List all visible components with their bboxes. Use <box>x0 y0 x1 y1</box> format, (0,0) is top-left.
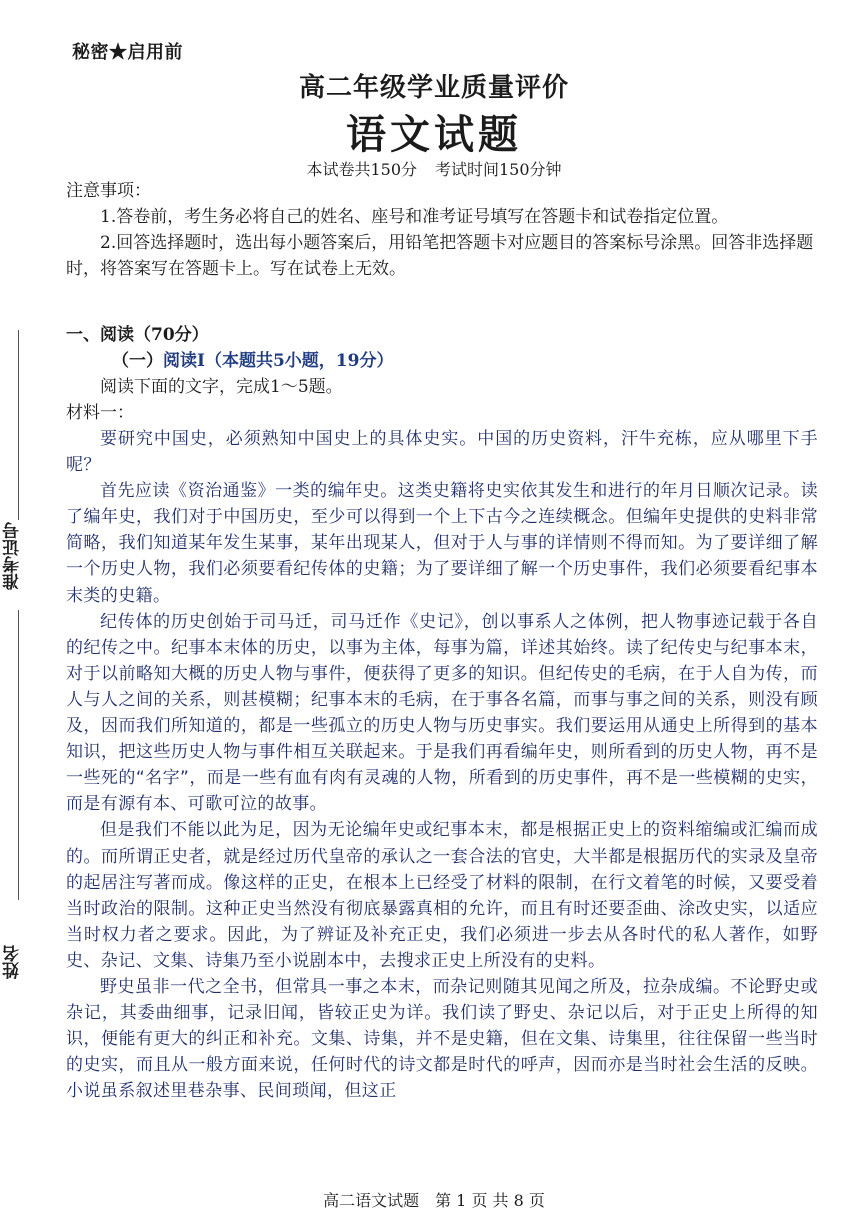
exam-id-label: 准考证号 <box>3 522 23 590</box>
notice-item: 1.答卷前，考生务必将自己的姓名、座号和准考证号填写在答题卡和试卷指定位置。 <box>100 207 729 227</box>
passage-paragraph: 野史虽非一代之全书，但常具一事之本末，而杂记则随其见闻之所及，拉杂成编。不论野史或杂记，其委曲细事，记录旧闻，皆较正史为详。我们读了野史、杂记以后，对于正史上所得的知识，便能有更大的纠正和补充。文集、诗集，并不是史籍，但在文集、诗集里，往往保留一些当时的史实，而且从一般方面来说，任何时代的诗文都是时代的呼声，因而亦是当时社会生活的反映。小说虽系叙述里巷杂事、民间琐闻，但这正 <box>66 976 818 1102</box>
notice-item: 2.回答选择题时，选出每小题答案后，用铅笔把答题卡对应题目的答案标号涂黑。回答非选择题时，将答案写在答题卡上。写在试卷上无效。 <box>66 233 814 279</box>
binding-line-middle <box>18 610 19 900</box>
exam-duration: 考试时间150分钟 <box>435 160 562 179</box>
name-label: 姓名 <box>3 945 23 979</box>
section-heading: 一、阅读（70分） <box>66 325 209 345</box>
passage-paragraph: 纪传体的历史创始于司马迁，司马迁作《史记》，创以事系人之体例，把人物事迹记载于各自的纪传之中。纪事本末体的历史，以事为主体，每事为篇，详述其始终。读了纪传史与纪事本末，对于以前略知大概的历史人物与事件，便获得了更多的知识。但纪传史的毛病，在于人自为传，而人与人之间的关系，则甚模糊；纪事本末的毛病，在于事各名篇，而事与事之间的关系，则没有顾及，因而我们所知道的，都是一些孤立的历史人物与历史事实。我们要运用从通史上所得到的基本知识，把这些历史人物与事件相互关联起来。于是我们再看编年史，则所看到的历史人物，再不是一些死的“名字”，而是一些有血有肉有灵魂的人物，所看到的历史事件，再不是一些模糊的史实，而是有源有本、可歌可泣的故事。 <box>66 611 818 815</box>
passage-paragraph: 但是我们不能以此为足，因为无论编年史或纪事本末，都是根据正史上的资料缩编或汇编而成的。而所谓正史者，就是经过历代皇帝的承认之一套合法的官史，大半都是根据历代的实录及皇帝的起居注写著而成。像这样的正史，在根本上已经受了材料的限制，在行文着笔的时候，又要受着当时政治的限制。这种正史当然没有彻底暴露真相的允许，而且有时还要歪曲、涂改史实，以适应当时权力者之要求。因此，为了辨证及补充正史，我们必须进一步去从各时代的私人著作，如野史、杂记、文集、诗集乃至小说剧本中，去搜求正史上所没有的史料。 <box>66 820 818 971</box>
confidential-mark: 秘密★启用前 <box>72 42 183 63</box>
total-score: 本试卷共150分 <box>306 160 417 179</box>
instruction: 阅读下面的文字，完成1～5题。 <box>100 377 343 397</box>
reading-passage <box>66 426 818 1104</box>
subsection-number: （一） <box>112 351 163 371</box>
main-content <box>66 178 818 1104</box>
subject-title: 语文试题 <box>346 111 522 158</box>
exam-title: 高二年级学业质量评价 <box>298 73 569 103</box>
subsection-heading <box>112 348 818 374</box>
material-label: 材料一： <box>66 403 134 423</box>
passage-paragraph: 首先应读《资治通鉴》一类的编年史。这类史籍将史实依其发生和进行的年月日顺次记录。读了编年史，我们对于中国历史，至少可以得到一个上下古今之连续概念。但编年史提供的史料非常简略，我们知道某年发生某事，某年出现某人，但对于人与事的详情则不得而知。为了要详细了解一个历史人物，我们必须要看纪传体的史籍；为了要详细了解一个历史事件，我们必须要看纪事本末类的史籍。 <box>66 481 818 606</box>
page-footer: 高二语文试题 第 1 页 共 8 页 <box>323 1191 545 1210</box>
notice-heading: 注意事项： <box>66 181 151 201</box>
subsection-title: 阅读Ⅰ（本题共5小题，19分） <box>163 351 394 371</box>
binding-line-top <box>18 330 19 520</box>
passage-paragraph: 要研究中国史，必须熟知中国史上的具体史实。中国的历史资料，汗牛充栋，应从哪里下手呢？ <box>66 429 818 476</box>
exam-info <box>0 157 868 180</box>
